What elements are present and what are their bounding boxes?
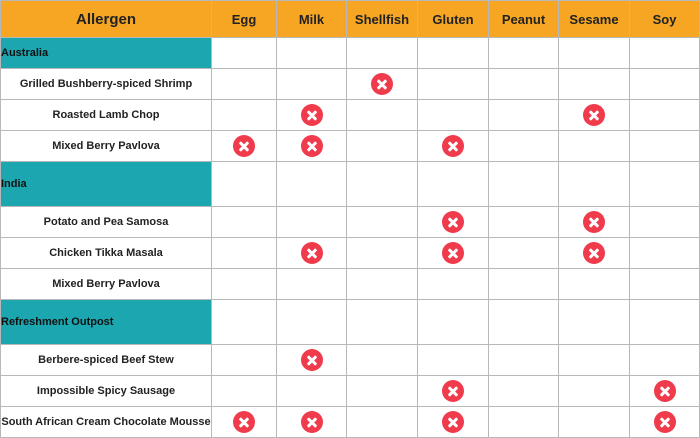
allergen-cell-sesame	[559, 100, 630, 131]
empty-cell	[347, 38, 418, 69]
dish-name: Mixed Berry Pavlova	[1, 131, 212, 162]
empty-cell	[630, 162, 700, 207]
allergen-cell-sesame	[559, 238, 630, 269]
table-row	[1, 376, 700, 407]
allergen-cell-sesame	[559, 131, 630, 162]
x-circle-icon	[442, 380, 464, 402]
x-circle-icon	[371, 73, 393, 95]
allergen-cell-shellfish	[347, 238, 418, 269]
empty-cell	[277, 162, 347, 207]
x-circle-icon	[583, 242, 605, 264]
allergen-cell-soy	[630, 131, 700, 162]
allergen-cell-soy	[630, 407, 700, 438]
allergen-cell-milk	[277, 376, 347, 407]
allergen-cell-peanut	[489, 345, 559, 376]
allergen-cell-peanut	[489, 69, 559, 100]
x-circle-icon	[654, 380, 676, 402]
allergen-cell-shellfish	[347, 100, 418, 131]
allergen-cell-gluten	[418, 69, 489, 100]
allergen-cell-sesame	[559, 207, 630, 238]
allergen-cell-peanut	[489, 238, 559, 269]
table-row	[1, 100, 700, 131]
allergen-cell-egg	[212, 207, 277, 238]
dish-name: Grilled Bushberry-spiced Shrimp	[1, 69, 212, 100]
x-circle-icon	[583, 211, 605, 233]
x-circle-icon	[233, 135, 255, 157]
allergen-cell-shellfish	[347, 345, 418, 376]
allergen-cell-sesame	[559, 407, 630, 438]
empty-cell	[489, 162, 559, 207]
dish-name: Berbere-spiced Beef Stew	[1, 345, 212, 376]
dish-name: South African Cream Chocolate Mousse	[1, 407, 212, 438]
dish-name: Roasted Lamb Chop	[1, 100, 212, 131]
empty-cell	[418, 38, 489, 69]
x-circle-icon	[301, 135, 323, 157]
x-circle-icon	[442, 242, 464, 264]
allergen-cell-gluten	[418, 131, 489, 162]
dish-name: Chicken Tikka Masala	[1, 238, 212, 269]
allergen-cell-soy	[630, 376, 700, 407]
allergen-cell-gluten	[418, 238, 489, 269]
dish-name: Potato and Pea Samosa	[1, 207, 212, 238]
empty-cell	[630, 38, 700, 69]
table-row	[1, 269, 700, 300]
table-row	[1, 345, 700, 376]
allergen-cell-sesame	[559, 269, 630, 300]
allergen-cell-peanut	[489, 376, 559, 407]
allergen-cell-gluten	[418, 269, 489, 300]
x-circle-icon	[654, 411, 676, 433]
section-label: Australia	[1, 38, 212, 69]
empty-cell	[212, 38, 277, 69]
header-milk: Milk	[277, 1, 347, 38]
section-row	[1, 300, 700, 345]
allergen-cell-shellfish	[347, 376, 418, 407]
x-circle-icon	[442, 211, 464, 233]
empty-cell	[212, 300, 277, 345]
x-circle-icon	[233, 411, 255, 433]
allergen-cell-peanut	[489, 207, 559, 238]
header-allergen: Allergen	[1, 1, 212, 38]
allergen-cell-egg	[212, 269, 277, 300]
table-row	[1, 407, 700, 438]
table-row	[1, 131, 700, 162]
allergen-cell-gluten	[418, 100, 489, 131]
allergen-cell-egg	[212, 345, 277, 376]
empty-cell	[559, 300, 630, 345]
section-row	[1, 162, 700, 207]
allergen-cell-sesame	[559, 345, 630, 376]
x-circle-icon	[301, 411, 323, 433]
empty-cell	[489, 300, 559, 345]
allergen-cell-egg	[212, 376, 277, 407]
allergen-cell-sesame	[559, 69, 630, 100]
section-label: India	[1, 162, 212, 207]
allergen-cell-milk	[277, 238, 347, 269]
x-circle-icon	[442, 411, 464, 433]
allergen-cell-egg	[212, 238, 277, 269]
table-body	[1, 38, 700, 438]
allergen-cell-milk	[277, 207, 347, 238]
allergen-cell-soy	[630, 345, 700, 376]
allergen-cell-shellfish	[347, 207, 418, 238]
header-sesame: Sesame	[559, 1, 630, 38]
table-row	[1, 207, 700, 238]
empty-cell	[418, 300, 489, 345]
x-circle-icon	[583, 104, 605, 126]
header-soy: Soy	[630, 1, 700, 38]
allergen-cell-shellfish	[347, 269, 418, 300]
allergen-cell-soy	[630, 207, 700, 238]
header-shellfish: Shellfish	[347, 1, 418, 38]
empty-cell	[489, 38, 559, 69]
allergen-cell-sesame	[559, 376, 630, 407]
table-row	[1, 238, 700, 269]
table-row	[1, 69, 700, 100]
allergen-cell-peanut	[489, 100, 559, 131]
allergen-cell-soy	[630, 269, 700, 300]
empty-cell	[212, 162, 277, 207]
x-circle-icon	[301, 349, 323, 371]
dish-name: Mixed Berry Pavlova	[1, 269, 212, 300]
allergen-cell-soy	[630, 100, 700, 131]
allergen-cell-milk	[277, 69, 347, 100]
x-circle-icon	[301, 242, 323, 264]
allergen-cell-gluten	[418, 345, 489, 376]
allergen-cell-soy	[630, 238, 700, 269]
allergen-cell-gluten	[418, 207, 489, 238]
header-egg: Egg	[212, 1, 277, 38]
section-label: Refreshment Outpost	[1, 300, 212, 345]
allergen-cell-shellfish	[347, 131, 418, 162]
section-row	[1, 38, 700, 69]
allergen-cell-milk	[277, 407, 347, 438]
allergen-cell-egg	[212, 100, 277, 131]
empty-cell	[418, 162, 489, 207]
empty-cell	[559, 162, 630, 207]
empty-cell	[630, 300, 700, 345]
allergen-cell-milk	[277, 345, 347, 376]
empty-cell	[277, 38, 347, 69]
allergen-cell-milk	[277, 100, 347, 131]
x-circle-icon	[442, 135, 464, 157]
allergen-cell-peanut	[489, 407, 559, 438]
allergen-cell-gluten	[418, 376, 489, 407]
allergen-cell-egg	[212, 407, 277, 438]
empty-cell	[559, 38, 630, 69]
header-gluten: Gluten	[418, 1, 489, 38]
allergen-cell-egg	[212, 69, 277, 100]
allergen-cell-milk	[277, 131, 347, 162]
header-row	[1, 1, 700, 38]
x-circle-icon	[301, 104, 323, 126]
allergen-cell-soy	[630, 69, 700, 100]
dish-name: Impossible Spicy Sausage	[1, 376, 212, 407]
empty-cell	[347, 162, 418, 207]
allergen-cell-peanut	[489, 131, 559, 162]
allergen-cell-peanut	[489, 269, 559, 300]
header-peanut: Peanut	[489, 1, 559, 38]
allergen-cell-gluten	[418, 407, 489, 438]
empty-cell	[277, 300, 347, 345]
empty-cell	[347, 300, 418, 345]
allergen-cell-milk	[277, 269, 347, 300]
allergen-cell-egg	[212, 131, 277, 162]
allergen-cell-shellfish	[347, 69, 418, 100]
allergen-cell-shellfish	[347, 407, 418, 438]
